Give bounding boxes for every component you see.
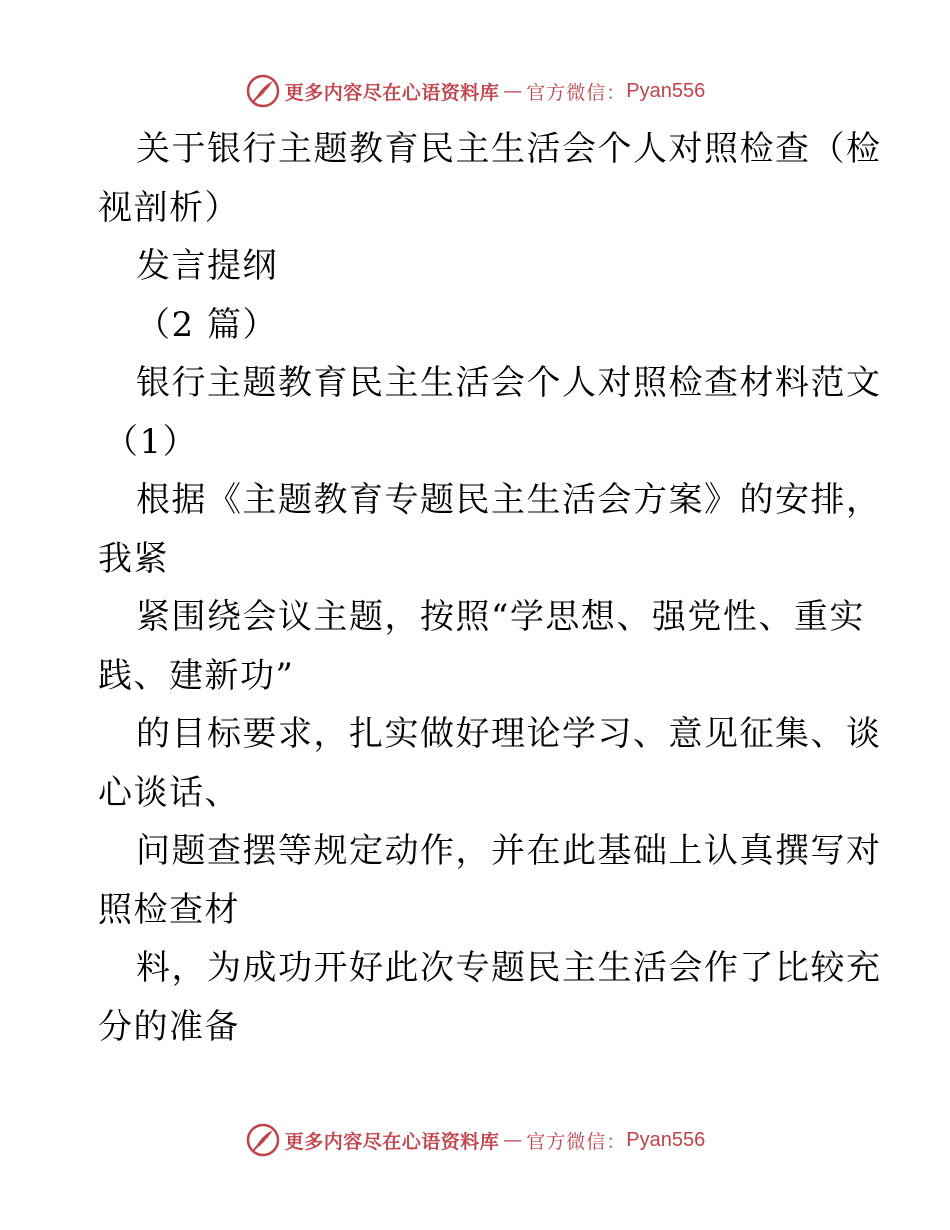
document-body <box>98 120 882 1056</box>
paragraph-line: 的目标要求，扎实做好理论学习、意见征集、谈 <box>136 714 882 754</box>
banner-label: 官方微信： <box>526 81 627 104</box>
title-line: 关于银行主题教育民主生活会个人对照检查（检 <box>136 129 882 169</box>
feather-pen-logo-icon <box>245 1122 281 1158</box>
title-line: 视剖析） <box>98 187 240 228</box>
paragraph-line: 料，为成功开好此次专题民主生活会作了比较充 <box>136 948 882 988</box>
paragraph-line: 照检查材 <box>98 889 240 930</box>
banner-label: 官方微信： <box>526 1130 627 1153</box>
banner-wechat-id: Pyan556 <box>626 79 706 102</box>
paragraph-line: 践、建新功” <box>98 655 295 696</box>
header-banner <box>0 71 950 111</box>
paragraph-line: 紧围绕会议主题，按照“学思想、强党性、重实 <box>136 597 865 637</box>
banner-separator: — <box>503 80 523 102</box>
subtitle-line: 发言提纲 <box>136 246 278 286</box>
banner-text: 更多内容尽在心语资料库 <box>284 81 500 104</box>
paragraph-line: 根据《主题教育专题民主生活会方案》的安排， <box>136 480 882 520</box>
footer-banner <box>0 1120 950 1160</box>
paragraph-line: 我紧 <box>98 538 169 579</box>
paragraph-line: 问题查摆等规定动作，并在此基础上认真撰写对 <box>136 831 882 871</box>
banner-separator: — <box>503 1129 523 1151</box>
banner-text: 更多内容尽在心语资料库 <box>284 1130 500 1153</box>
section-heading-line: 银行主题教育民主生活会个人对照检查材料范文 <box>136 363 882 403</box>
paragraph-line: 分的准备 <box>98 1006 240 1047</box>
section-heading-line: （1） <box>104 421 199 462</box>
paragraph-line: 心谈话、 <box>98 772 240 813</box>
banner-wechat-id: Pyan556 <box>626 1128 706 1151</box>
subtitle-line: （2 篇） <box>136 304 278 345</box>
feather-pen-logo-icon <box>245 73 281 109</box>
